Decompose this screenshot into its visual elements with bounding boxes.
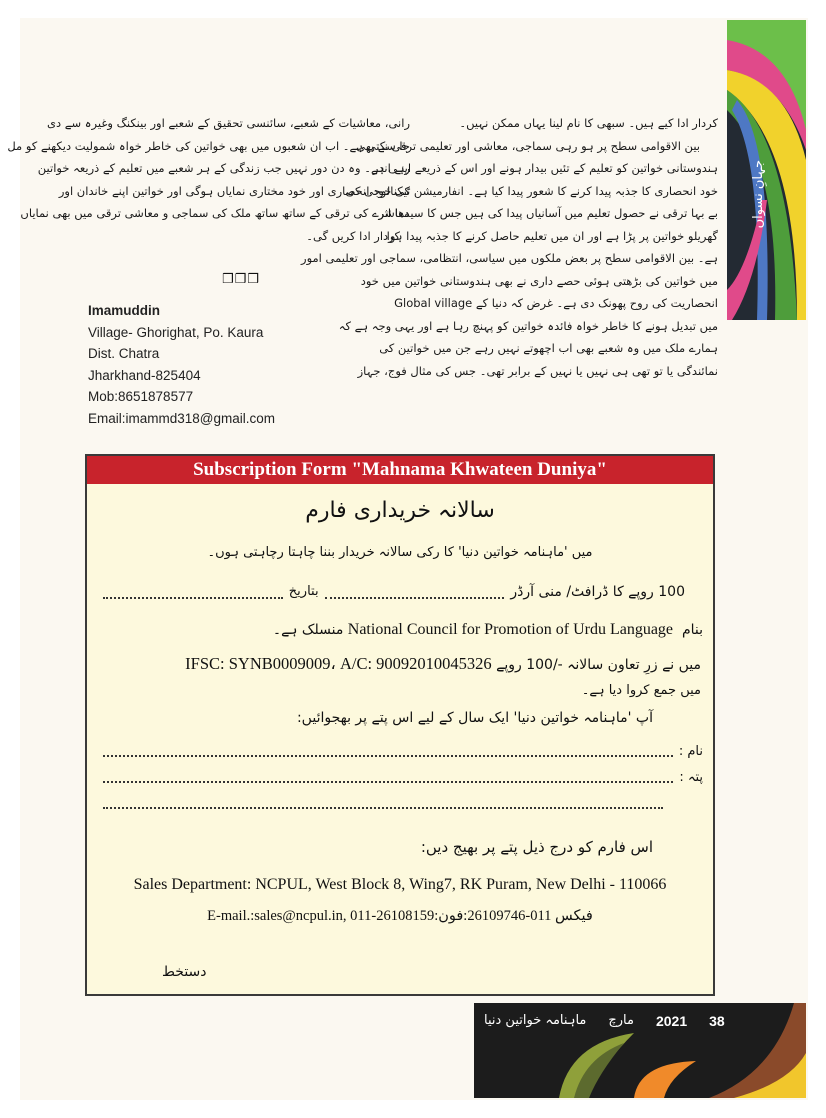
section-title: جہانِ نسواں xyxy=(751,160,766,229)
text-line: ہے۔ بین الاقوامی سطح پر بعض ملکوں میں سیاسی، انتظامی، سماجی اور تعلیمی امور xyxy=(301,251,718,265)
author-village: Village- Ghorighat, Po. Kaura xyxy=(88,324,264,340)
footer-month: مارچ xyxy=(608,1013,634,1028)
text-line: میں تبدیل ہونے کا خاطر خواہ فائدہ خواتین کو پہنچ رہا ہے اور یہی وجہ ہے کہ xyxy=(338,318,718,333)
author-info xyxy=(88,300,275,429)
text-line: خود انحصاری کا جذبہ پیدا کرنے کا شعور پیدا کیا ہے۔ انفارمیشن ٹیکنالوجی کی xyxy=(345,183,718,198)
text-line: انحصاریت کی روح پھونک دی ہے۔ غرض کہ دنیا کے Global village xyxy=(394,296,718,310)
page-footer xyxy=(474,1003,806,1098)
name-field[interactable] xyxy=(103,755,673,757)
bank-line xyxy=(185,652,701,677)
address-field-line-2[interactable] xyxy=(103,807,663,809)
send-form-line: اس فارم کو درج ذیل پتے پر بھیج دیں: xyxy=(420,838,653,856)
end-ornament: ❒❒❒ xyxy=(222,272,260,287)
footer-year: 2021 xyxy=(655,1013,688,1029)
author-district: Dist. Chatra xyxy=(88,346,160,361)
bank-details: IFSC: SYNB0009009، A/C: 90092010045326 xyxy=(185,654,492,673)
section-banner xyxy=(727,20,806,320)
text-line: میں خواتین کی بڑھتی ہوئی حصے داری نے بھی ہندوستانی خواتین میں خود xyxy=(360,273,718,288)
address-row-2 xyxy=(97,792,703,814)
text-line: ہندوستانی خواتین کو تعلیم کے تئیں بیدار ہونے اور اس کے ذریعے اپنے اندر xyxy=(372,161,718,175)
sales-address: Sales Department: NCPUL, West Block 8, Wing7, RK Puram, New Delhi - 110066 xyxy=(133,876,667,893)
bank-line-urdu: میں نے زرِ تعاون سالانہ -/100 روپے xyxy=(496,657,701,673)
payee-line xyxy=(273,618,703,642)
date-field[interactable] xyxy=(103,597,283,599)
text-line: رانی، معاشیات کے شعبے، سائنسی تحقیق کے شعبے اور بینکنگ وغیرہ سے دی xyxy=(46,116,410,130)
contact-info: E-mail.:sales@ncpul.in, 011-26108159:فیکس 011-26109746:فون xyxy=(207,908,593,924)
author-name: Imamuddin xyxy=(88,303,161,318)
address-row xyxy=(97,766,703,788)
payee-prefix: بنام xyxy=(681,622,703,638)
payee-suffix: منسلک ہے۔ xyxy=(272,622,344,638)
article-column-left xyxy=(7,112,410,247)
author-email: Email:imammd318@gmail.com xyxy=(88,410,276,426)
form-title: سالانہ خریداری فارم xyxy=(305,498,495,523)
text-line: نمائندگی یا تو تھی ہی نہیں یا نہیں کے برابر تھی۔ جس کی مثال فوج، جہاز xyxy=(357,363,718,378)
draft-number-field[interactable] xyxy=(325,597,505,599)
subscription-form xyxy=(85,454,715,996)
text-line: کردار ادا کریں گی۔ xyxy=(306,228,400,243)
text-line: رہی ہے۔ وہ دن دور نہیں جب زندگی کے ہر شعبے میں تعلیم کے ذریعہ خواتین xyxy=(37,161,410,175)
text-line: بے بہا ترقی نے حصول تعلیم میں آسانیاں پیدا کی ہیں جس کا سیدھا اثر xyxy=(378,206,718,220)
signature-label: دستخط xyxy=(162,964,207,980)
draft-label: 100 روپے کا ڈرافٹ/ منی آرڈر xyxy=(510,584,685,600)
deposit-line: میں جمع کروا دیا ہے۔ xyxy=(581,683,701,698)
decorative-swirl-graphic xyxy=(727,20,806,320)
page-number: 38 xyxy=(709,1013,725,1029)
footer-info xyxy=(484,1011,725,1031)
address-field-line-1[interactable] xyxy=(103,781,673,783)
text-line: بین الاقوامی سطح پر ہو رہی سماجی، معاشی اور تعلیمی ترقی نے بھی xyxy=(356,138,700,153)
form-header: Subscription Form "Mahnama Khwateen Duniya" xyxy=(87,456,713,484)
draft-row xyxy=(97,578,703,604)
author-state: Jharkhand-825404 xyxy=(88,367,201,383)
name-label: نام : xyxy=(678,744,703,759)
text-line: جا سکتی ہے۔ اب ان شعبوں میں بھی خواتین کی خاطر خواہ شمولیت دیکھنے کو مل xyxy=(7,138,410,153)
send-line: آپ 'ماہنامہ خواتین دنیا' ایک سال کے لیے اس پتے پر بھجوائیں: xyxy=(296,710,653,726)
text-line: کردار ادا کیے ہیں۔ سبھی کا نام لینا یہاں ممکن نہیں۔ xyxy=(459,116,718,130)
payee-name: National Council for Promotion of Urdu Language xyxy=(347,621,674,638)
author-mobile: Mob:8651878577 xyxy=(88,389,194,404)
text-line: کی خود انحصاری اور خود مختاری نمایاں ہوگی اور خواتین اپنے خاندان اور xyxy=(58,183,410,198)
text-line: معاشرے کی ترقی کے ساتھ ساتھ ملک کی سماجی و معاشی ترقی میں بھی نمایاں xyxy=(20,206,410,220)
address-label: پتہ : xyxy=(679,770,703,785)
form-intro: میں 'ماہنامہ خواتین دنیا' کا رکی سالانہ خریدار بننا چاہتا رچاہتی ہوں۔ xyxy=(207,545,593,560)
text-line: گھریلو خواتین پر پڑا ہے اور ان میں تعلیم حاصل کرنے کا جذبہ پیدا ہوا xyxy=(386,228,718,243)
date-label: بتاریخ xyxy=(288,584,319,599)
text-line: ہمارے ملک میں وہ شعبے بھی اب اچھوتے نہیں رہے جن میں خواتین کی xyxy=(379,341,718,355)
name-row xyxy=(97,740,703,762)
footer-magazine-name: ماہنامہ خواتین دنیا xyxy=(484,1013,587,1028)
